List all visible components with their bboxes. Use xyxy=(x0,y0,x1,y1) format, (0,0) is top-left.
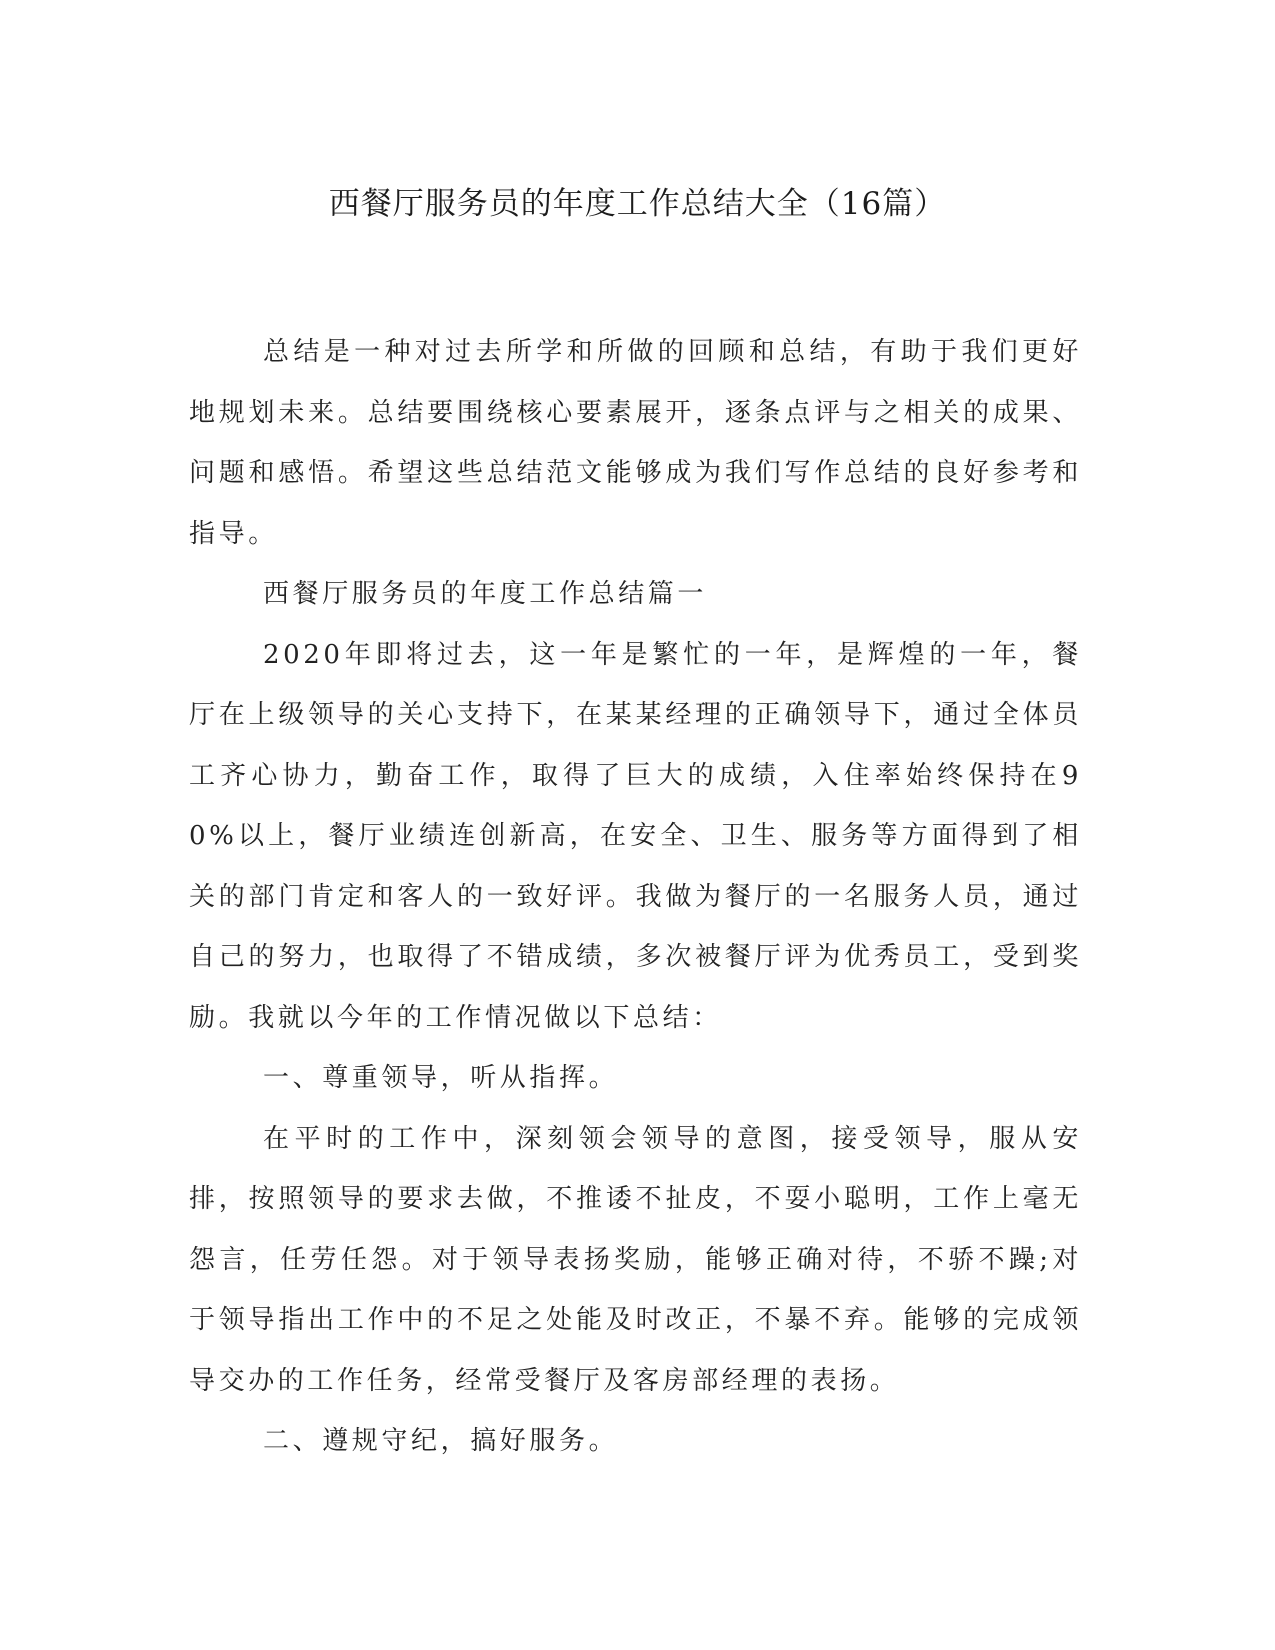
document-title: 西餐厅服务员的年度工作总结大全（16篇） xyxy=(328,186,947,222)
subheading-follow-rules: 二、遵规守纪，搞好服务。 xyxy=(263,1426,619,1456)
subheading-respect-leadership: 一、尊重领导，听从指挥。 xyxy=(263,1063,619,1093)
body-paragraph-overview: 2020年即将过去，这一年是繁忙的一年，是辉煌的一年，餐厅在上级领导的关心支持下，在某某经理的正确领导下，通过全体员工齐心协力，勤奋工作，取得了巨大的成绩，入住率始终保持在90%以上，餐厅业绩连创新高，在安全、卫生、服务等方面得到了相关的部门肯定和客人的一致好评。我做为餐厅的一名服务人员，通过自己的努力，也取得了不错成绩，多次被餐厅评为优秀员工，受到奖励。我就以今年的工作情况做以下总结： xyxy=(189,639,1082,1033)
document-body xyxy=(189,322,1082,1472)
intro-paragraph: 总结是一种对过去所学和所做的回顾和总结，有助于我们更好地规划未来。总结要围绕核心要素展开，逐条点评与之相关的成果、问题和感悟。希望这些总结范文能够成为我们写作总结的良好参考和指导。 xyxy=(189,337,1082,549)
body-paragraph-leadership: 在平时的工作中，深刻领会领导的意图，接受领导，服从安排，按照领导的要求去做，不推诿不扯皮，不耍小聪明，工作上毫无怨言，任劳任怨。对于领导表扬奖励，能够正确对待，不骄不躁;对于领导指出工作中的不足之处能及时改正，不暴不弃。能够的完成领导交办的工作任务，经常受餐厅及客房部经理的表扬。 xyxy=(189,1123,1082,1396)
section-heading-part-one: 西餐厅服务员的年度工作总结篇一 xyxy=(263,579,708,609)
